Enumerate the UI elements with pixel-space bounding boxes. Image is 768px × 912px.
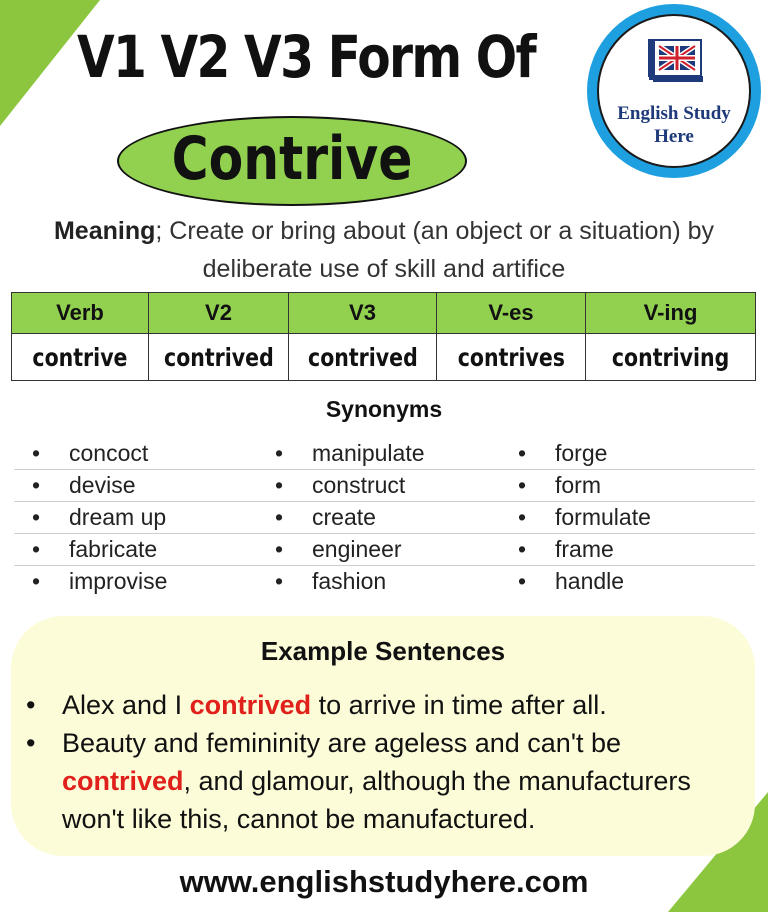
book-flag-icon bbox=[645, 38, 707, 86]
bullet-icon: • bbox=[275, 472, 284, 498]
bullet-icon: • bbox=[32, 568, 41, 594]
logo-text-line1: English Study bbox=[617, 103, 731, 124]
bullet-icon: • bbox=[32, 440, 41, 466]
synonym-word: construct bbox=[312, 472, 406, 498]
value-cell-v-es bbox=[437, 334, 586, 381]
synonym-word: create bbox=[312, 504, 376, 530]
bullet-icon: • bbox=[32, 504, 41, 530]
bullet-icon: • bbox=[275, 440, 284, 466]
synonym-word: fashion bbox=[312, 568, 387, 594]
meaning-text bbox=[20, 212, 748, 288]
synonym-word: engineer bbox=[312, 536, 402, 562]
logo-text bbox=[599, 102, 749, 148]
verb-forms-header-row bbox=[12, 293, 756, 334]
synonym-row bbox=[14, 438, 755, 470]
sentence-text: to arrive in time after all. bbox=[311, 690, 607, 720]
header-cell-v-es: V-es bbox=[437, 293, 586, 334]
synonym-word: handle bbox=[555, 568, 625, 594]
value-cell-verb bbox=[12, 334, 149, 381]
example-sentence bbox=[26, 724, 752, 838]
page-title: V1 V2 V3 Form Of bbox=[77, 23, 535, 91]
synonym-row bbox=[14, 566, 755, 598]
website-url[interactable]: www.englishstudyhere.com bbox=[179, 864, 589, 899]
site-logo[interactable] bbox=[587, 4, 761, 178]
verb-forms-table bbox=[11, 292, 756, 381]
meaning-definition: ; Create or bring about (an object or a situation) by deliberate use of skill and artifice bbox=[155, 217, 715, 283]
synonym-word: devise bbox=[69, 472, 136, 498]
meaning-label: Meaning bbox=[53, 217, 156, 245]
synonym-word: dream up bbox=[69, 504, 167, 530]
highlighted-verb: contrived bbox=[62, 766, 184, 796]
bullet-icon: • bbox=[518, 536, 527, 562]
synonym-word: frame bbox=[555, 536, 614, 562]
sentence-text: Alex and I bbox=[62, 690, 190, 720]
value-v-es-text: contrives bbox=[457, 342, 565, 372]
synonym-word: manipulate bbox=[312, 440, 425, 466]
bullet-icon: • bbox=[32, 472, 41, 498]
synonym-word: formulate bbox=[555, 504, 651, 530]
bullet-icon: • bbox=[518, 568, 527, 594]
value-cell-v2 bbox=[149, 334, 289, 381]
highlighted-verb: contrived bbox=[189, 690, 312, 720]
value-v-ing-text: contriving bbox=[611, 342, 730, 372]
sentence-text: Beauty and femininity are ageless and can't be bbox=[62, 728, 622, 758]
header-cell-v-ing: V-ing bbox=[586, 293, 756, 334]
synonym-row bbox=[14, 470, 755, 502]
synonym-word: concoct bbox=[69, 440, 149, 466]
bullet-icon: • bbox=[518, 440, 527, 466]
header-cell-v2: V2 bbox=[149, 293, 289, 334]
value-cell-v3 bbox=[289, 334, 437, 381]
bullet-icon: • bbox=[26, 690, 36, 720]
logo-text-line2: Here bbox=[654, 126, 694, 147]
synonym-word: forge bbox=[555, 440, 608, 466]
bullet-icon: • bbox=[32, 536, 41, 562]
value-v2-text: contrived bbox=[163, 342, 274, 372]
header-cell-verb: Verb bbox=[12, 293, 149, 334]
value-v3-text: contrived bbox=[307, 342, 418, 372]
synonym-row bbox=[14, 534, 755, 566]
synonym-row bbox=[14, 502, 755, 534]
bullet-icon: • bbox=[518, 472, 527, 498]
bullet-icon: • bbox=[26, 728, 36, 758]
value-verb-text: contrive bbox=[32, 342, 128, 372]
header-cell-v3: V3 bbox=[289, 293, 437, 334]
example-sentences-title: Example Sentences bbox=[260, 636, 506, 666]
bullet-icon: • bbox=[275, 568, 284, 594]
bullet-icon: • bbox=[275, 536, 284, 562]
verb-forms-value-row bbox=[12, 334, 756, 381]
synonyms-title: Synonyms bbox=[325, 396, 443, 422]
sentence-text: won't like this, cannot be manufactured. bbox=[62, 804, 536, 834]
synonym-word: improvise bbox=[69, 568, 168, 594]
bullet-icon: • bbox=[518, 504, 527, 530]
value-cell-v-ing bbox=[586, 334, 756, 381]
logo-inner-circle bbox=[597, 14, 751, 168]
synonym-word: fabricate bbox=[69, 536, 158, 562]
example-sentence bbox=[26, 686, 752, 724]
synonym-word: form bbox=[555, 472, 601, 498]
verb-heading: Contrive bbox=[171, 124, 413, 194]
sentence-text: , and glamour, although the manufacturers bbox=[183, 766, 691, 796]
bullet-icon: • bbox=[275, 504, 284, 530]
